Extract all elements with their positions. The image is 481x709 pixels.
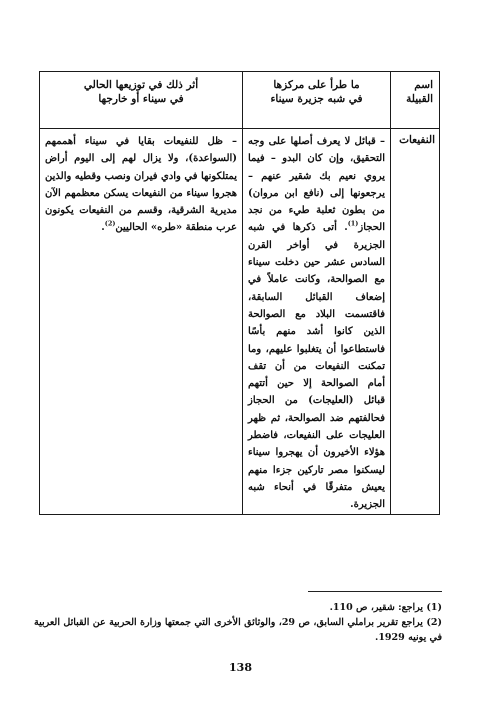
header-origin-line1: ما طرأ على مركزها bbox=[273, 79, 360, 91]
footnote-2: (2) يراجع تقرير براملي السابق، ص 29، والوثائق الأخرى التي جمعتها وزارة الحربية عن القبائل العربية في يونيه 1929. bbox=[34, 617, 442, 643]
effect-text: – ظل للنفيعات بقايا في سيناء أهممهم (السواعدة)، ولا يزال لهم إلى اليوم أراض يمتلكونها في وادي فيران ونصب وقطيه والذين هجروا سيناء من النفيعات يسكن معظمهم الآن مديرية الشرقية، وقسم من النفيعات يكونون عرب منطقة «طره» الحاليين bbox=[45, 136, 237, 234]
origin-text-part1: – قبائل لا يعرف أصلها على وجه التحقيق، وإن كان البدو bbox=[248, 136, 385, 165]
header-effect bbox=[40, 72, 243, 129]
tribes-table bbox=[39, 71, 440, 515]
origin-text-part3: . أتى ذكرها في شبه الجزيرة في أواخر القرن السادس عشر حين دخلت سيناء مع الصوالحة، وكانت عاملاً في إضعاف القبائل السابقة، فاقتسمت البلاد مع الصوالحة الذين كانوا أشد منهم بأسًا فاستطاعوا أن يتغلبوا عليهم، وما تمكنت النفيعات من أن تقف أمام الصوالحة إلا حين أتتهم قبائل (العليجات) من الحجاز فحالفتهم ضد الصوالحة، ثم ظهر العليجات على النفيعات، فاضطر هؤلاء الأخيرون أن يهجروا سيناء ليسكنوا مصر تاركين جزءا منهم يعيش متفرقًا في أنحاء شبه الجزيرة. bbox=[248, 222, 385, 511]
table-row bbox=[40, 129, 440, 515]
header-origin bbox=[243, 72, 391, 129]
footnote-1: (1) يراجع: شقير، ص 110. bbox=[329, 602, 442, 613]
page-number: 138 bbox=[229, 661, 252, 674]
table-header-row bbox=[40, 72, 440, 129]
effect-cell bbox=[40, 129, 243, 515]
tribe-name-cell: النفيعات bbox=[391, 129, 440, 515]
footnote-ref-2: (2) bbox=[104, 220, 116, 229]
effect-text-end: . bbox=[101, 222, 105, 234]
origin-cell bbox=[243, 129, 391, 515]
header-effect-line1: أثر ذلك في توزيعها الحالي bbox=[83, 79, 199, 91]
header-tribe-name: اسم القبيلة bbox=[391, 72, 440, 129]
header-origin-line2: في شبه جزيرة سيناء bbox=[270, 93, 363, 105]
footnotes bbox=[34, 600, 442, 645]
header-effect-line2: في سيناء أو خارجها bbox=[98, 93, 184, 105]
footnote-ref-1: (1) bbox=[347, 220, 359, 229]
footnote-separator bbox=[308, 591, 442, 592]
origin-text-part2: – فيما يروي نعيم بك شقير عنهم – يرجعونها إلى (نافع ابن مروان) من بطون ثعلبة طيء من نجد الحجاز bbox=[248, 153, 385, 234]
